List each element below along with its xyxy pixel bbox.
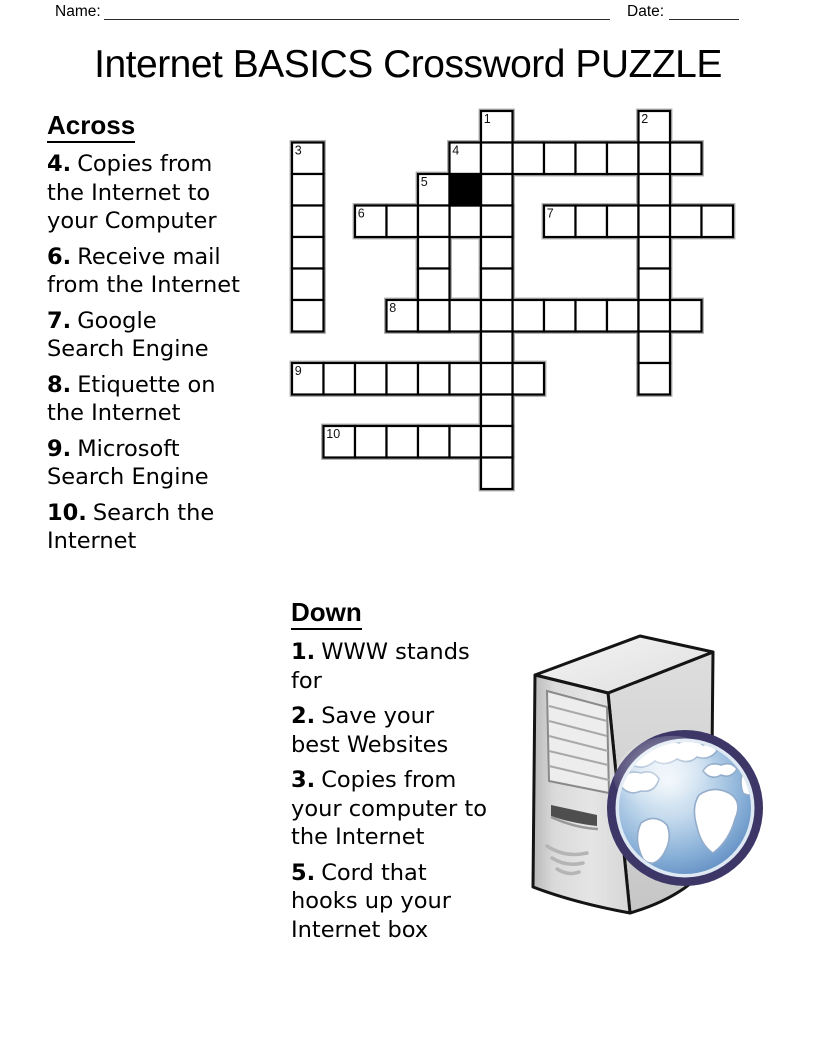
clue-text: the Internet [47, 400, 181, 426]
grid-clue-number: 9 [294, 364, 302, 379]
clue-down-1 [291, 638, 487, 695]
clue-number: 9. [47, 435, 72, 462]
across-heading [47, 110, 135, 141]
clue-text: Microsoft [77, 435, 180, 462]
clue-number: 4. [47, 151, 72, 177]
grid-cell [544, 300, 576, 332]
clue-text: best Websites [291, 731, 449, 758]
grid-cell [418, 269, 450, 301]
clue-text: from the Internet [47, 272, 240, 298]
clue-number: 3. [291, 767, 316, 793]
grid-cell [387, 206, 419, 238]
date-label: Date: [627, 3, 665, 20]
grid-clue-number: 7 [546, 206, 554, 221]
grid-cell [292, 206, 324, 238]
grid-cell [481, 237, 513, 269]
grid-cell [670, 206, 702, 238]
clue-text: Save your [321, 703, 435, 729]
grid-cell [418, 206, 450, 238]
down-heading-text: Down [291, 597, 362, 630]
grid-cell [607, 143, 639, 175]
grid-cell [481, 143, 513, 175]
grid-cell [639, 206, 671, 238]
clue-across-8 [47, 371, 240, 428]
clue-text: Search the [92, 499, 215, 526]
grid-cell [670, 143, 702, 175]
clue-number: 8. [47, 371, 72, 398]
grid-clue-number: 4 [452, 143, 460, 158]
clue-across-6 [47, 243, 240, 300]
clue-text: Copies from [321, 767, 457, 793]
grid-cell [292, 300, 324, 332]
grid-cell [639, 143, 671, 175]
page-title: Internet BASICS Crossword PUZZLE [94, 43, 722, 86]
clue-text: Internet box [291, 916, 429, 943]
grid-cell [576, 206, 608, 238]
grid-cell [450, 206, 482, 238]
drive-bay-panel [547, 691, 609, 793]
clue-across-4 [47, 150, 240, 236]
clue-text: the Internet to [47, 179, 211, 206]
grid-cell [292, 269, 324, 301]
clue-text: Search Engine [47, 336, 209, 362]
crossword-grid-svg [289, 108, 741, 498]
clue-text: WWW stands [321, 639, 470, 665]
grid-cell [481, 174, 513, 206]
date-blank-line [669, 2, 739, 20]
clue-across-9 [47, 435, 240, 492]
grid-cell [481, 269, 513, 301]
grid-cell [513, 363, 545, 395]
clue-text: Copies from [77, 151, 213, 177]
grid-cell [544, 143, 576, 175]
web-server-globe-illustration [505, 625, 797, 925]
clue-number: 10. [47, 499, 87, 526]
grid-cell [324, 363, 356, 395]
clue-number: 7. [47, 307, 72, 334]
grid-clue-number: 1 [483, 112, 491, 127]
grid-cell [639, 237, 671, 269]
grid-cell [481, 206, 513, 238]
clue-text: your Computer [47, 208, 217, 234]
grid-clue-number: 5 [420, 175, 428, 190]
clue-across-10 [47, 499, 240, 556]
clue-number: 5. [291, 859, 316, 886]
grid-cell [292, 237, 324, 269]
clue-text: your computer to [291, 795, 487, 822]
grid-clue-number: 8 [389, 301, 397, 316]
grid-cell [450, 426, 482, 458]
across-clue-list [47, 150, 240, 563]
clue-text: Receive mail [77, 243, 221, 270]
blocked-cell [450, 174, 482, 206]
clue-across-7 [47, 307, 240, 364]
grid-cell [576, 300, 608, 332]
clue-text: for [291, 667, 322, 694]
across-heading-text: Across [47, 110, 135, 143]
clue-text: Internet [47, 528, 137, 554]
grid-cell [639, 174, 671, 206]
grid-cell [702, 206, 734, 238]
grid-cell [607, 206, 639, 238]
grid-cell [576, 143, 608, 175]
grid-cell [513, 300, 545, 332]
grid-cell [387, 426, 419, 458]
grid-cell [450, 300, 482, 332]
grid-cell [418, 363, 450, 395]
globe-icon [606, 726, 763, 886]
down-heading [291, 597, 362, 628]
grid-cell [670, 300, 702, 332]
clue-number: 2. [291, 703, 316, 729]
clue-down-3 [291, 766, 487, 852]
grid-cell [639, 300, 671, 332]
grid-cell [418, 300, 450, 332]
clue-text: Search Engine [47, 464, 209, 490]
grid-cell [639, 363, 671, 395]
clue-down-5 [291, 859, 487, 945]
grid-cell [355, 363, 387, 395]
grid-cell [481, 300, 513, 332]
clue-text: Google [77, 307, 157, 334]
down-clue-list [291, 638, 487, 951]
grid-clue-number: 6 [357, 206, 365, 221]
grid-cell [513, 143, 545, 175]
grid-clue-number: 10 [326, 427, 341, 442]
clue-text: Etiquette on [77, 371, 216, 398]
grid-cell [481, 363, 513, 395]
clue-number: 6. [47, 243, 72, 270]
grid-cell [607, 300, 639, 332]
name-label: Name: [55, 3, 101, 20]
grid-cell [450, 363, 482, 395]
clue-text: the Internet [291, 824, 425, 850]
grid-cell [418, 237, 450, 269]
clue-text: Cord that [321, 859, 427, 886]
grid-cell [355, 426, 387, 458]
grid-clue-number: 3 [294, 143, 302, 158]
clue-number: 1. [291, 639, 316, 665]
grid-cell [639, 269, 671, 301]
grid-clue-number: 2 [641, 112, 649, 127]
grid-cell [639, 332, 671, 364]
grid-cell [481, 395, 513, 427]
clue-text: hooks up your [291, 888, 451, 914]
grid-cell [418, 426, 450, 458]
grid-cell [387, 363, 419, 395]
grid-cell [292, 174, 324, 206]
grid-cell [481, 458, 513, 490]
name-blank-line [104, 2, 610, 20]
clue-down-2 [291, 702, 487, 759]
grid-cell [481, 426, 513, 458]
grid-cell [481, 332, 513, 364]
